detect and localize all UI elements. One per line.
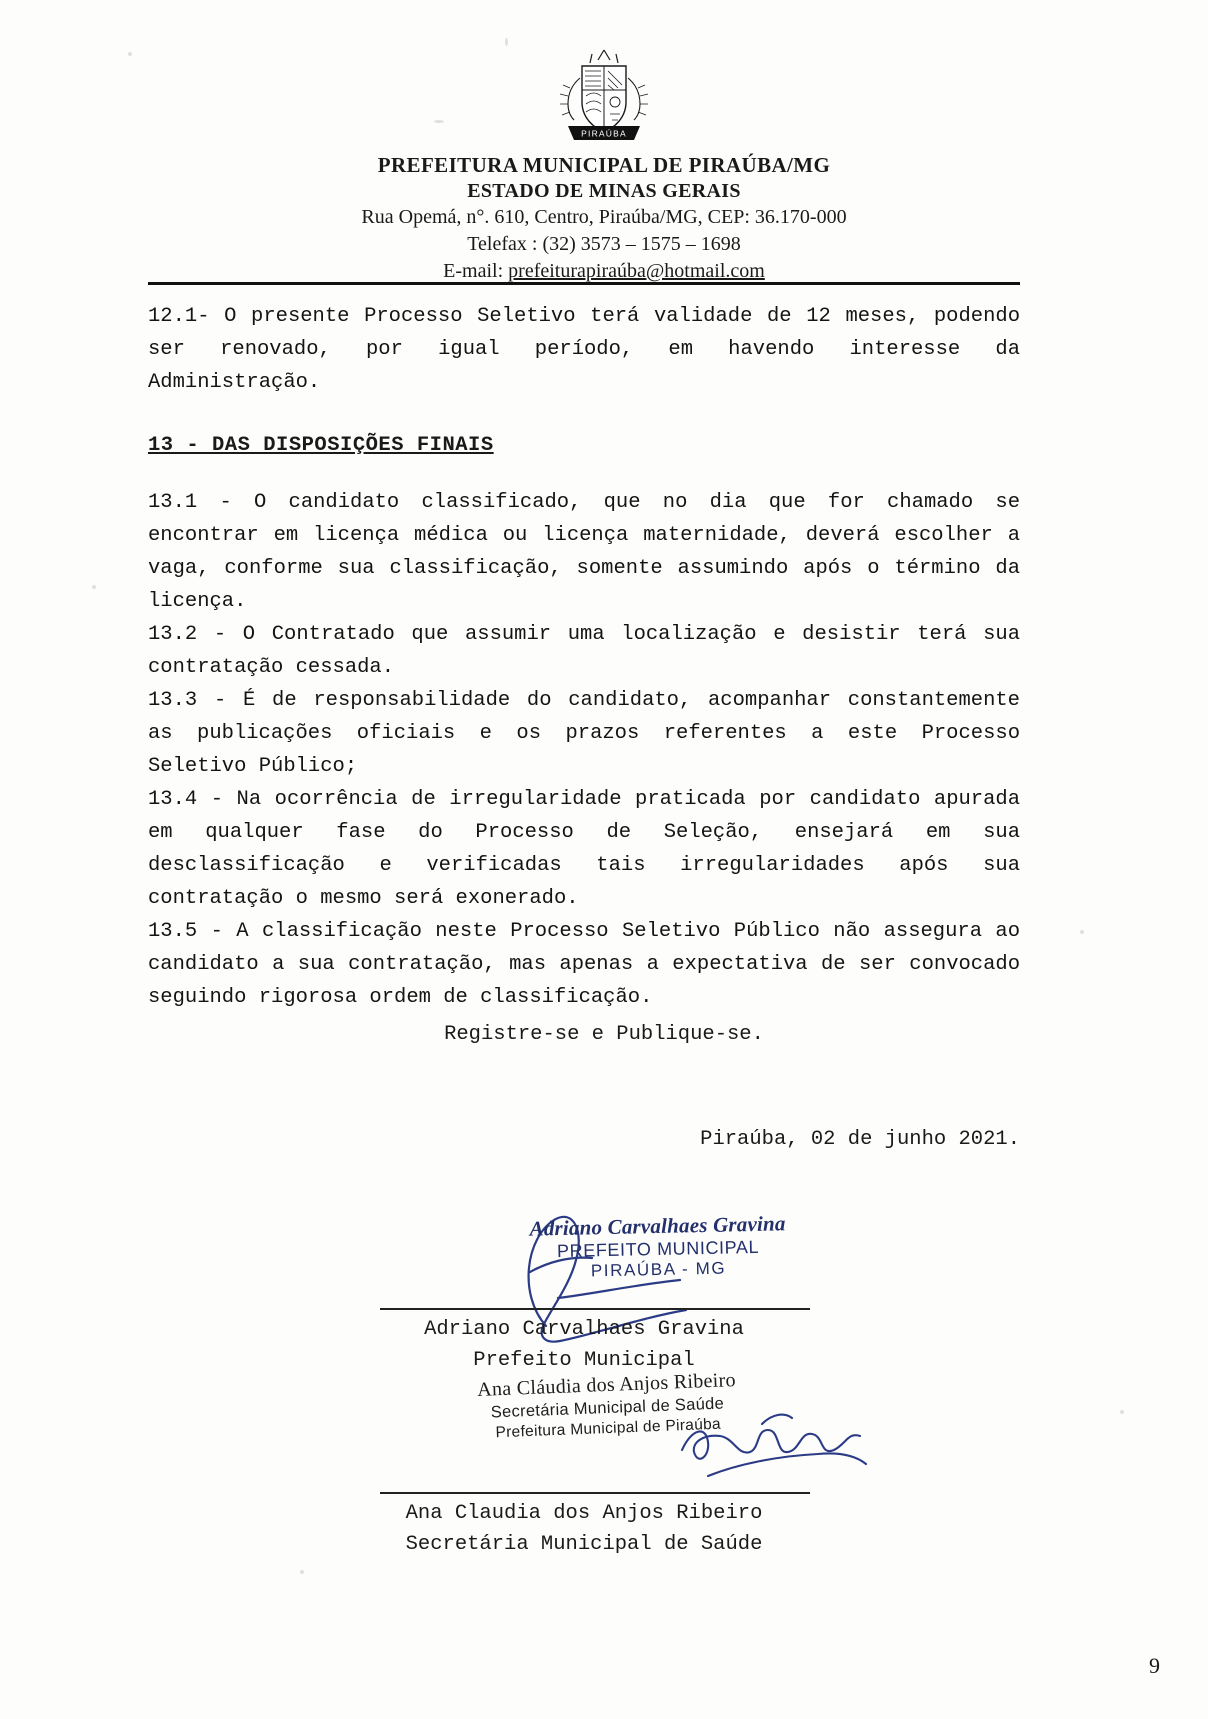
stamp-city: PIRAÚBA - MG <box>590 1258 727 1281</box>
stamp-entity: Prefeitura Municipal de Piraúba <box>495 1416 722 1442</box>
document-header <box>0 44 1208 285</box>
signature-block-secretaria <box>148 1369 1020 1556</box>
scan-speckle <box>1120 1410 1124 1414</box>
document-body <box>148 300 1020 1556</box>
signer-name: Ana Claudia dos Anjos Ribeiro <box>405 1502 763 1525</box>
paragraph-13-5: 13.5 - A classificação neste Processo Seletivo Público não assegura ao candidato a sua contratação, mas apenas a expectativa de ser convocado seguindo rigorosa ordem de classificação. <box>148 920 1020 1009</box>
organization-address: Rua Opemá, n°. 610, Centro, Piraúba/MG, CEP: 36.170-000 <box>361 206 847 229</box>
stamp-name: Ana Cláudia dos Anjos Ribeiro <box>476 1369 737 1401</box>
coat-of-arms-icon <box>548 44 660 148</box>
svg-text:PIRAÚBA: PIRAÚBA <box>581 128 627 139</box>
email-link[interactable]: prefeiturapiraúba@hotmail.com <box>508 260 765 283</box>
date-line: Piraúba, 02 de junho 2021. <box>700 1128 1020 1151</box>
organization-name: PREFEITURA MUNICIPAL DE PIRAÚBA/MG <box>377 153 831 177</box>
email-label: E-mail: <box>443 260 509 283</box>
header-divider <box>148 282 1020 285</box>
signature-name-group <box>148 1314 1020 1376</box>
signature-line <box>380 1492 810 1494</box>
page-number: 9 <box>1149 1653 1160 1678</box>
signer-name: Adriano Carvalhaes Gravina <box>424 1318 744 1341</box>
official-stamp-secretaria <box>477 1367 738 1444</box>
stamp-name: Adriano Carvalhaes Gravina <box>529 1211 786 1241</box>
organization-phone: Telefax : (32) 3573 – 1575 – 1698 <box>467 233 741 256</box>
paragraph-13-3: 13.3 - É de responsabilidade do candidato, acompanhar constantemente as publicações oficiais e os prazos referentes a este Processo Seletivo Público; <box>148 689 1020 778</box>
scan-speckle <box>300 1570 304 1574</box>
stamp-title: PREFEITO MUNICIPAL <box>556 1236 760 1261</box>
scan-speckle <box>92 585 96 589</box>
section-heading-13: 13 - DAS DISPOSIÇÕES FINAIS <box>148 434 494 457</box>
paragraph-13-2: 13.2 - O Contratado que assumir uma localização e desistir terá sua contratação cessada. <box>148 623 1020 679</box>
signer-title: Prefeito Municipal <box>473 1349 695 1372</box>
paragraph-13-4: 13.4 - Na ocorrência de irregularidade praticada por candidato apurada em qualquer fase do Processo de Seleção, ensejará em sua desclassificação e verificadas tais irregularidades após sua contratação o mesmo será exonerado. <box>148 788 1020 910</box>
signature-line <box>380 1308 810 1310</box>
paragraph-12-1: 12.1- O presente Processo Seletivo terá validade de 12 meses, podendo ser renovado, por igual período, em havendo interesse da Administração. <box>148 305 1020 394</box>
organization-state: ESTADO DE MINAS GERAIS <box>467 180 741 203</box>
scan-speckle <box>1080 930 1084 934</box>
paragraph-13-1: 13.1 - O candidato classificado, que no dia que for chamado se encontrar em licença médica ou licença maternidade, deverá escolher a vaga, conforme sua classificação, somente assumindo após o término da licença. <box>148 491 1020 613</box>
signature-name-group <box>148 1498 1020 1560</box>
stamp-title: Secretária Municipal de Saúde <box>490 1394 725 1422</box>
signature-block-prefeito <box>148 1211 1020 1372</box>
signer-title: Secretária Municipal de Saúde <box>405 1533 763 1556</box>
register-publish-line: Registre-se e Publique-se. <box>444 1023 764 1046</box>
official-stamp-prefeito <box>529 1211 786 1282</box>
